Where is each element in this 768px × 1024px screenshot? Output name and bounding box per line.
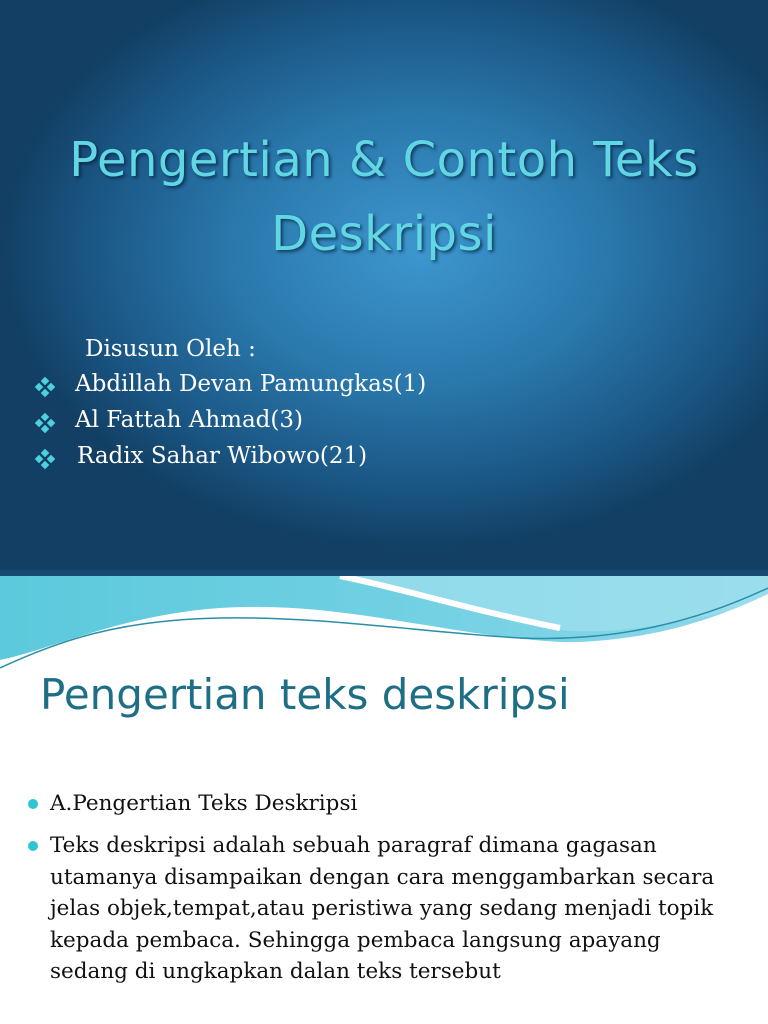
bullet-item: Teks deskripsi adalah sebuah paragraf dimana gagasan utamanya disampaikan dengan cara menggambarkan secara jelas objek,tempat,atau peristiwa yang sedang menjadi topik kepada pembaca. Sehingga pembaca langsung apayang sedang di ungkapkan dalan teks tersebut [50,833,715,984]
author-item: Radix Sahar Wibowo(21) [77,443,368,469]
slide-title-line1: Pengertian & Contoh Teks [69,132,699,188]
diamond-bullet-icon [36,450,54,468]
diamond-bullet-icon [36,378,54,396]
slide-title-line2: Deskripsi [271,206,497,262]
author-item: Abdillah Devan Pamungkas(1) [75,371,427,397]
bullet-dot-icon [28,799,38,809]
author-item: Al Fattah Ahmad(3) [75,407,303,433]
decorative-wave [0,570,768,670]
author-heading: Disusun Oleh : [85,336,256,362]
diamond-bullet-icon [36,414,54,432]
bullet-item: A.Pengertian Teks Deskripsi [50,791,358,816]
slide-heading: Pengertian teks deskripsi [40,670,570,719]
bullet-dot-icon [28,841,38,851]
